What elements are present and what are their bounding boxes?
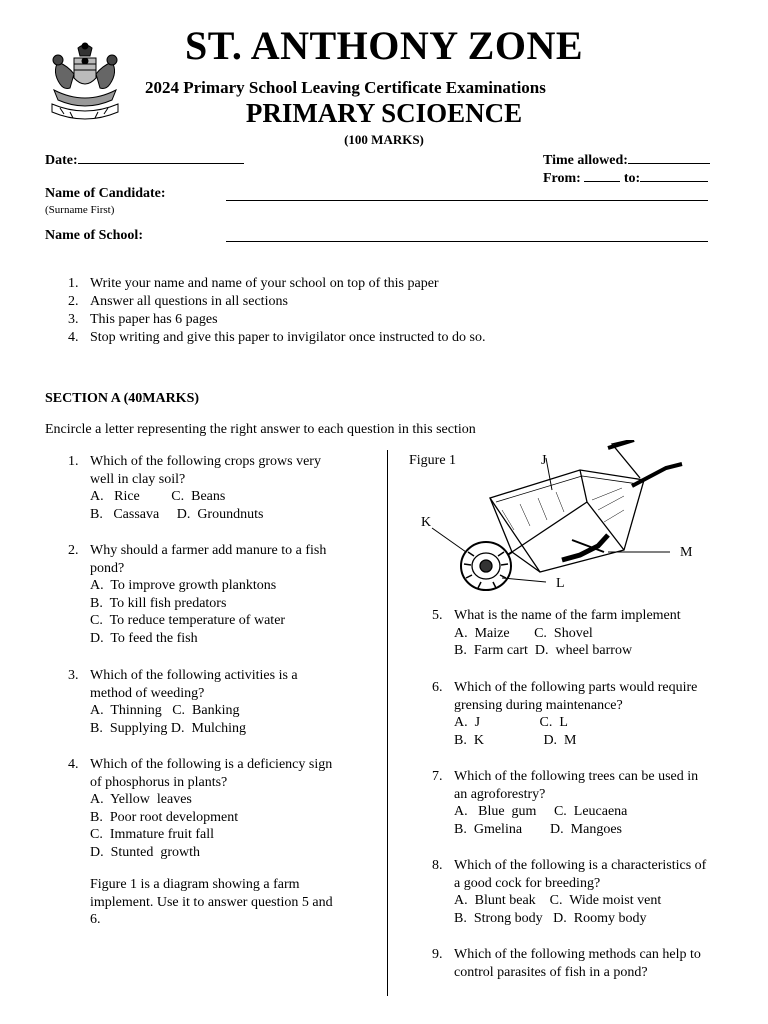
answer-option[interactable]: B. Cassava D. Groundnuts: [90, 506, 264, 522]
from-to-field: [543, 169, 708, 187]
answer-option[interactable]: C. Immature fruit fall: [90, 827, 215, 842]
answer-option[interactable]: A. To improve growth planktons: [90, 578, 277, 593]
instructions-list: [68, 276, 485, 348]
answer-option[interactable]: A. Blue gum C. Leucaena: [454, 804, 628, 819]
time-allowed-blank[interactable]: [628, 151, 710, 164]
exam-title: 2024 Primary School Leaving Certificate Examinations: [145, 78, 546, 97]
question-9: 9. Which of the following methods can help to control parasites of fish in a pond?: [432, 947, 701, 980]
answer-option[interactable]: D. To feed the fish: [90, 630, 198, 646]
time-allowed-field: [543, 151, 710, 169]
answer-option[interactable]: A. J C. L: [454, 715, 568, 730]
question-1: 1. Which of the following crops grows very well in clay soil? A. Rice C. Beans B. Cassava D. Groundnuts: [68, 453, 378, 523]
candidate-name-blank[interactable]: [226, 200, 708, 201]
instruction-item: 2. Answer all questions in all sections: [68, 294, 288, 309]
time-allowed-label: Time allowed:: [543, 153, 628, 168]
answer-option[interactable]: D. Stunted growth: [90, 844, 201, 860]
figure-caption: Figure 1: [409, 453, 457, 468]
instruction-item: 3. This paper has 6 pages: [68, 312, 218, 327]
date-field: [45, 151, 244, 169]
instruction-item: 1. Write your name and name of your school on top of this paper: [68, 276, 439, 291]
to-label: to:: [623, 171, 641, 186]
candidate-label: Name of Candidate:: [45, 186, 166, 201]
answer-option[interactable]: A. Yellow leaves: [90, 792, 192, 807]
date-blank[interactable]: [78, 151, 244, 164]
label-k: K: [421, 515, 432, 530]
answer-option[interactable]: A. Blunt beak C. Wide moist vent: [454, 893, 662, 908]
section-a-heading: SECTION A (40MARKS): [45, 391, 200, 406]
total-marks: (100 MARKS): [344, 132, 424, 147]
answer-option[interactable]: C. To reduce temperature of water: [90, 613, 286, 628]
answer-option[interactable]: B. Supplying D. Mulching: [90, 720, 246, 736]
from-label: From:: [543, 171, 581, 186]
section-a-instruction: Encircle a letter representing the right answer to each question in this section: [45, 422, 476, 437]
candidate-note: (Surname First): [45, 204, 115, 216]
question-2: 2. Why should a farmer add manure to a fish pond? A. To improve growth planktons B. To kill fish predators C. To reduce temperature of water D. To feed the fish: [68, 542, 378, 647]
date-label: Date:: [45, 153, 78, 168]
question-8: 8. Which of the following is a characteristics of a good cock for breeding? A. Blunt beak C. Wide moist vent B. Strong body D. Roomy body: [432, 857, 742, 927]
question-6: 6. Which of the following parts would require grensing during maintenance? A. J C. L B. K D. M: [432, 679, 742, 749]
from-blank[interactable]: [584, 169, 620, 182]
to-blank[interactable]: [640, 169, 708, 182]
question-4: 4. Which of the following is a deficiency sign of phosphorus in plants? A. Yellow leaves B. Poor root development C. Immature fruit fall D. Stunted growth: [68, 756, 378, 861]
answer-option[interactable]: B. To kill fish predators: [90, 595, 227, 611]
answer-option[interactable]: A. Rice C. Beans: [90, 489, 226, 504]
label-l: L: [556, 576, 565, 591]
answer-option[interactable]: B. Farm cart D. wheel barrow: [454, 643, 633, 658]
answer-option[interactable]: B. K D. M: [454, 732, 577, 748]
answer-option[interactable]: A. Thinning C. Banking: [90, 703, 240, 718]
answer-option[interactable]: A. Maize C. Shovel: [454, 625, 593, 641]
column-divider: [387, 450, 388, 996]
instruction-item: 4. Stop writing and give this paper to invigilator once instructed to do so.: [68, 330, 486, 345]
zone-title: ST. ANTHONY ZONE: [184, 23, 584, 68]
school-name-blank[interactable]: [226, 241, 708, 242]
answer-option[interactable]: B. Poor root development: [90, 809, 239, 825]
label-m: M: [680, 545, 693, 560]
question-7: 7. Which of the following trees can be used in an agroforestry? A. Blue gum C. Leucaena B. Gmelina D. Mangoes: [432, 768, 742, 838]
question-3: 3. Which of the following activities is a method of weeding? A. Thinning C. Banking B. Supplying D. Mulching: [68, 667, 378, 737]
answer-option[interactable]: B. Gmelina D. Mangoes: [454, 821, 622, 837]
question-5: 5. What is the name of the farm implement A. Maize C. Shovel B. Farm cart D. wheel barrow: [432, 607, 742, 660]
answer-option[interactable]: B. Strong body D. Roomy body: [454, 910, 647, 926]
school-label: Name of School:: [45, 228, 143, 243]
figure-note: Figure 1 is a diagram showing a farm implement. Use it to answer question 5 and 6.: [90, 877, 333, 927]
subject-title: PRIMARY SCIOENCE: [245, 98, 523, 128]
label-j: J: [541, 453, 547, 468]
